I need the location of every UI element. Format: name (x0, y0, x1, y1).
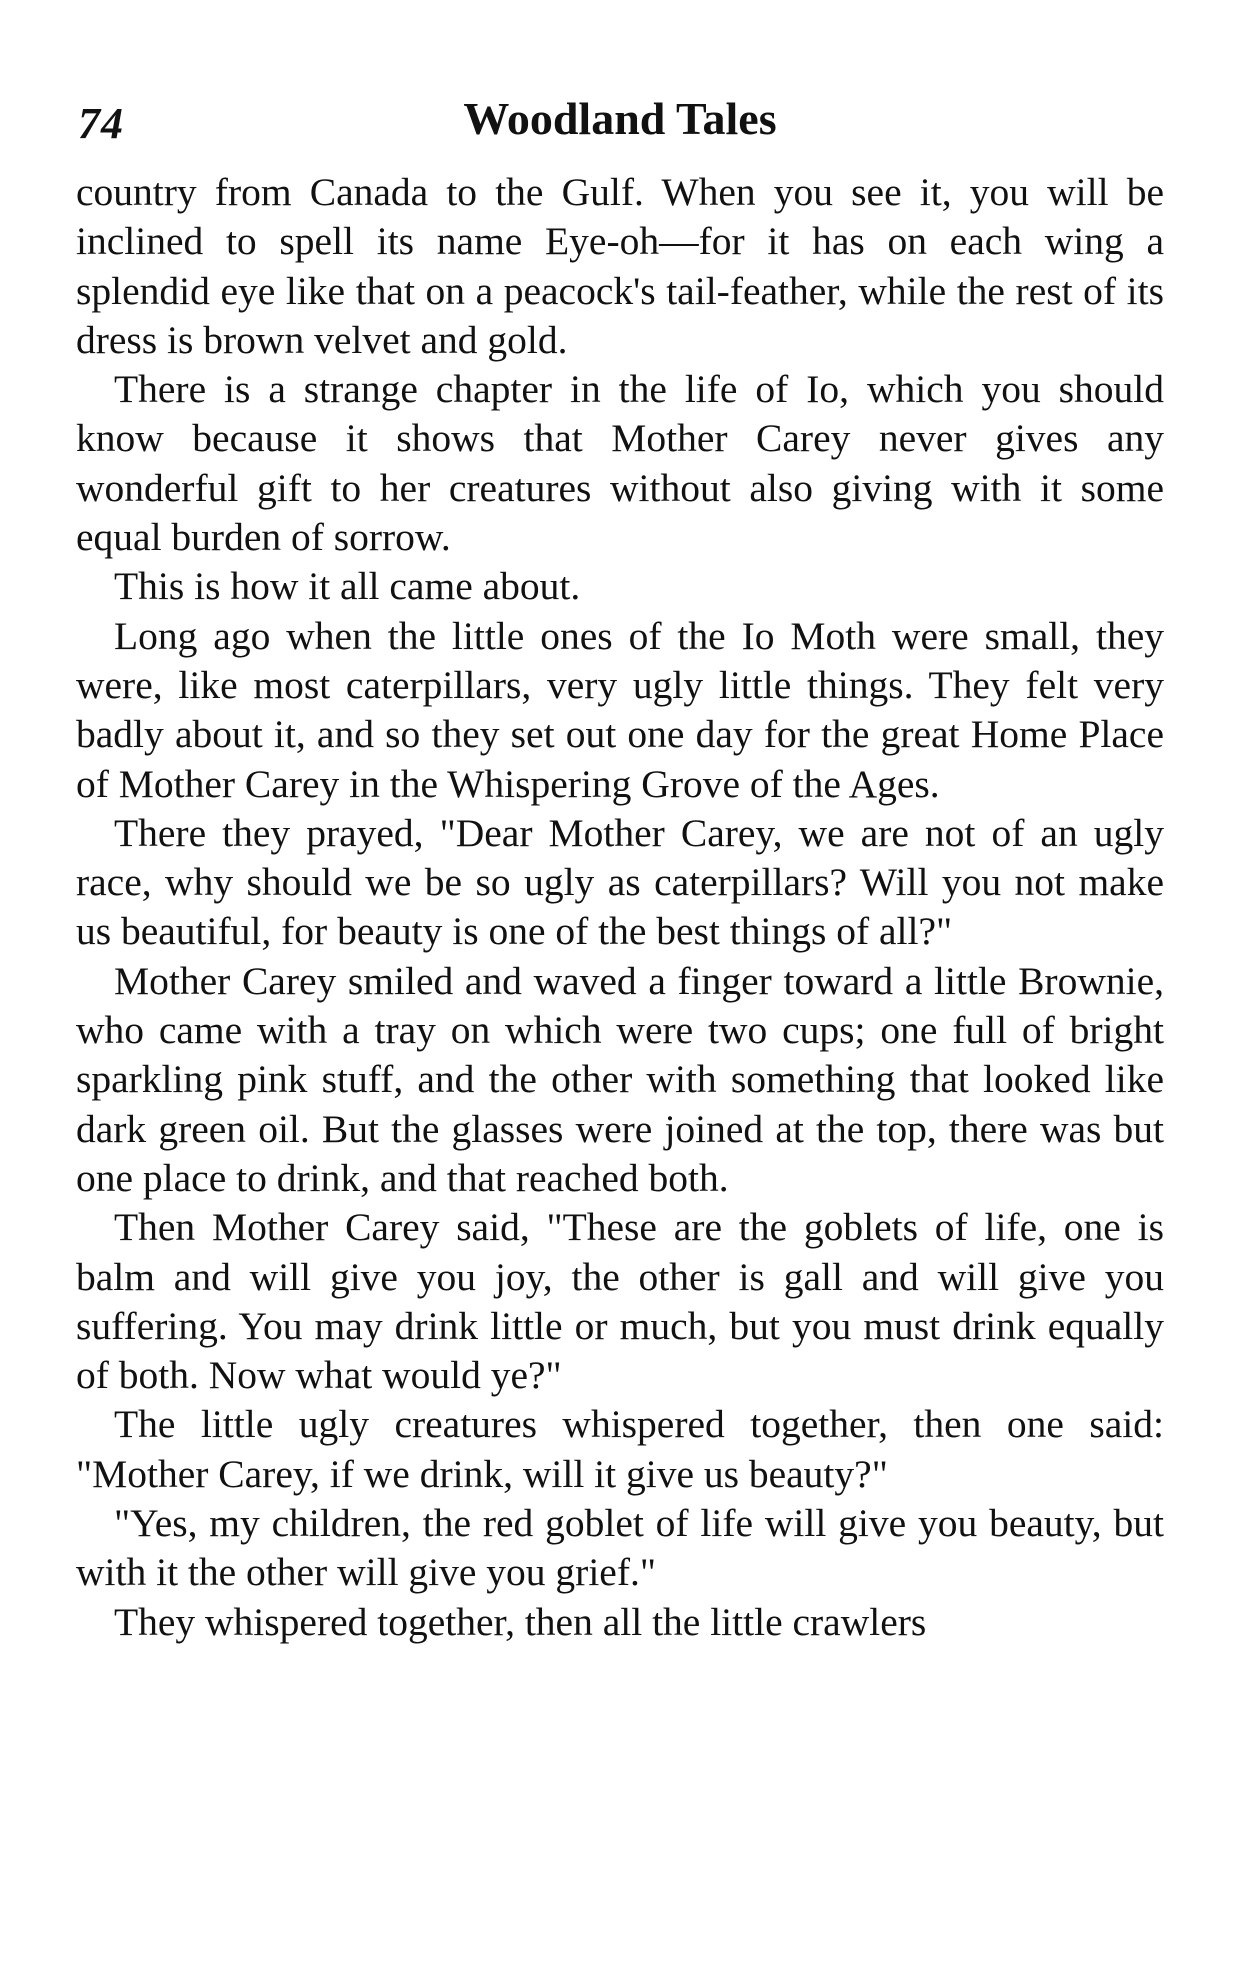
paragraph: This is how it all came about. (114, 564, 581, 609)
paragraph: The little ugly creatures whispered together, then one said: "Mother Carey, if we drink, will it give us beauty?" (76, 1402, 1164, 1496)
paragraph: Mother Carey smiled and waved a finger toward a little Brownie, who came with a tray on which were two cups; one full of bright sparkling pink stuff, and the other with something that looked like dark green oil. But the glasses were joined at the top, there was but one place to drink, and that reached both. (76, 958, 1164, 1200)
paragraph: country from Canada to the Gulf. When you see it, you will be inclined to spell its name Eye-oh—for it has on each wing a splendid eye like that on a peacock's tail-feather, while the rest of its dress is brown velvet and gold. (76, 170, 1164, 362)
paragraph: There is a strange chapter in the life of Io, which you should know because it shows that Mother Carey never gives any wonderful gift to her creatures without also giving with it some equal burden of sorrow. (76, 367, 1164, 560)
paragraph: Then Mother Carey said, "These are the goblets of life, one is balm and will give you joy, the other is gall and will give you suffering. You may drink little or much, but you must drink equally of both. Now what would ye?" (76, 1205, 1164, 1398)
paragraph: They whispered together, then all the little crawlers (114, 1599, 927, 1644)
book-page (76, 88, 1164, 1647)
running-title: Woodland Tales (463, 93, 777, 144)
paragraph: Long ago when the little ones of the Io Moth were small, they were, like most caterpillars, very ugly little things. They felt very badly about it, and so they set out one day for the great Home Place of Mother Carey in the Whispering Grove of the Ages. (76, 613, 1164, 806)
running-head (76, 88, 1164, 150)
paragraph: "Yes, my children, the red goblet of life will give you beauty, but with it the other will give you grief." (76, 1501, 1164, 1595)
body-text (76, 168, 1164, 1647)
paragraph: There they prayed, "Dear Mother Carey, we are not of an ugly race, why should we be so ugly as caterpillars? Will you not make us beautiful, for beauty is one of the best things of all?" (76, 810, 1164, 954)
page-number: 74 (78, 99, 124, 148)
